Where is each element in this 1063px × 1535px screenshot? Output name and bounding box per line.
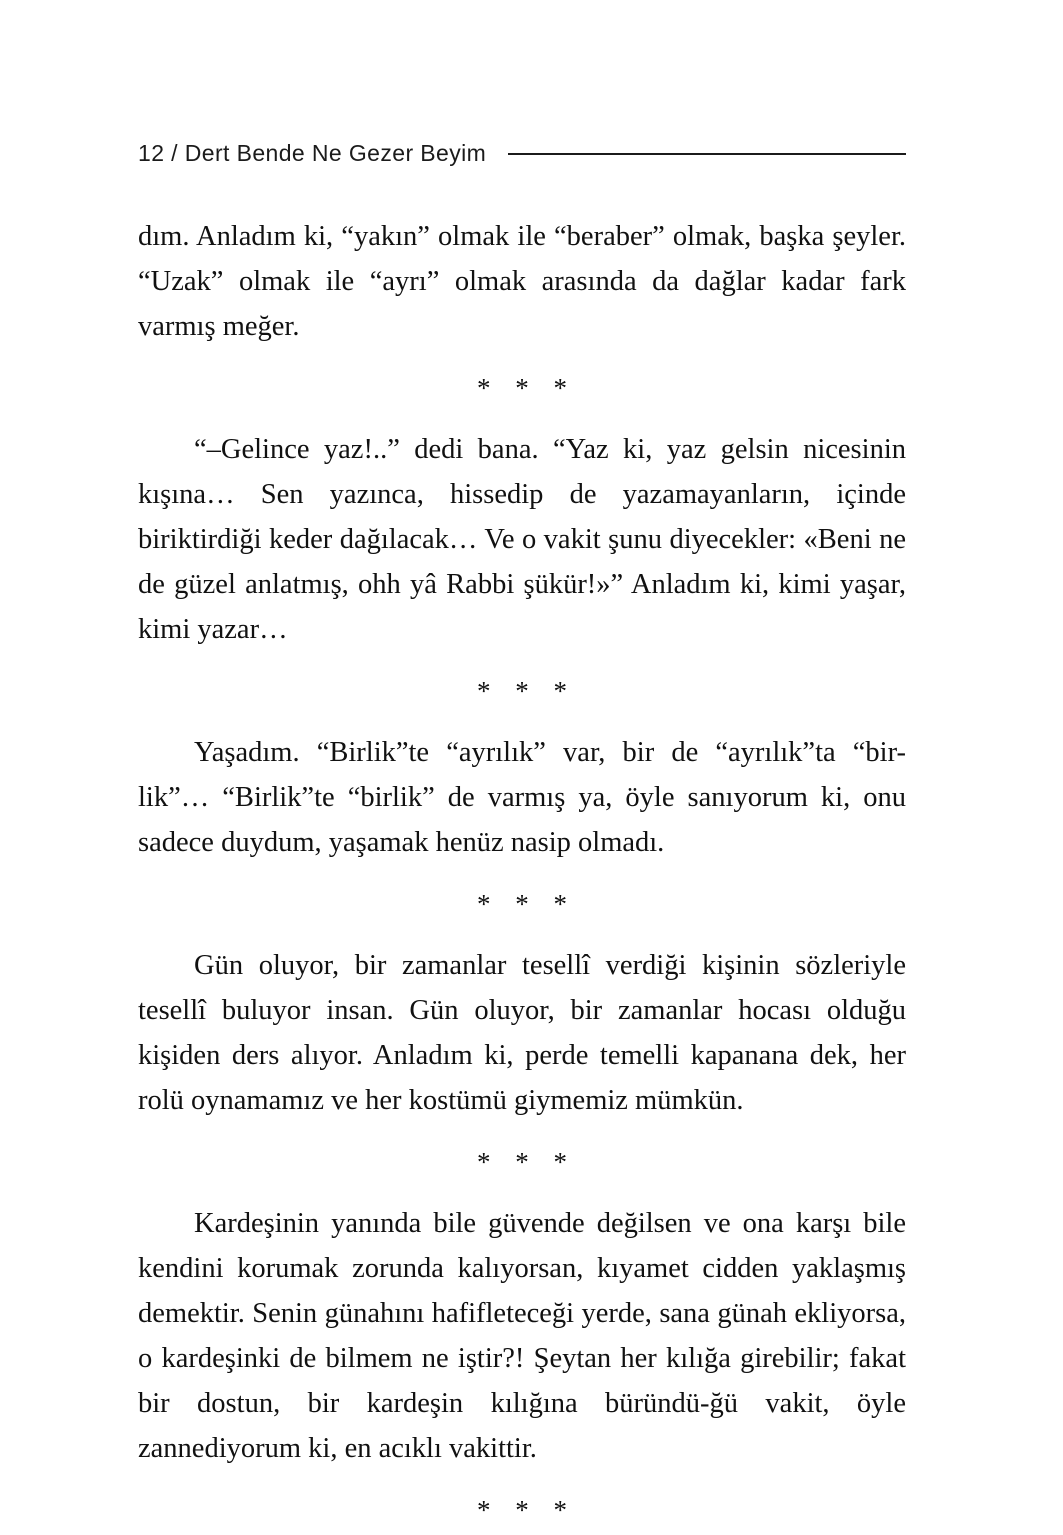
section-divider-5: * * * — [477, 1495, 576, 1525]
page-header-title: 12 / Dert Bende Ne Gezer Beyim — [138, 139, 487, 166]
section-divider-2: * * * — [477, 676, 576, 706]
section-divider-3: * * * — [477, 889, 576, 919]
paragraph-4: Gün oluyor, bir zamanlar tesellî verdiği kişinin sözleriyle tesellî buluyor insan. Gün oluyor, bir zamanlar hocası olduğu kişiden ders alıyor. Anladım ki, perde temelli kapanana dek, her rolü oynamamız ve her kostümü giymemiz mümkün. — [138, 950, 906, 1116]
section-divider-1: * * * — [477, 373, 576, 403]
paragraph-3: Yaşadım. “Birlik”te “ayrılık” var, bir de “ayrılık”ta “bir-lik”… “Birlik”te “birlik” de varmış ya, öyle sanıyorum ki, onu sadece duydum, yaşamak henüz nasip olmadı. — [138, 737, 906, 858]
paragraph-1: dım. Anladım ki, “yakın” olmak ile “beraber” olmak, başka şeyler. “Uzak” olmak ile “ayrı” olmak arasında da dağlar kadar fark varmış meğer. — [138, 221, 906, 342]
page-content — [138, 136, 906, 1535]
running-header — [138, 136, 906, 170]
header-rule — [508, 153, 906, 155]
body-text — [138, 214, 906, 1535]
paragraph-5: Kardeşinin yanında bile güvende değilsen ve ona karşı bile kendini korumak zorunda kalıyorsan, kıyamet cidden yaklaşmış demektir. Senin günahını hafifleteceği yerde, sana günah ekliyorsa, o kardeşinki de bilmem ne iştir?! Şeytan her kılığa girebilir; fakat bir dostun, bir kardeşin kılığına büründü-ğü vakit, öyle zannediyorum ki, en acıklı vakittir. — [138, 1208, 906, 1464]
section-divider-4: * * * — [477, 1147, 576, 1177]
paragraph-2: “–Gelince yaz!..” dedi bana. “Yaz ki, yaz gelsin nicesinin kışına… Sen yazınca, hissedip de yazamayanların, içinde biriktirdiği keder dağılacak… Ve o vakit şunu diyecekler: «Beni ne de güzel anlatmış, ohh yâ Rabbi şükür!»” Anladım ki, kimi yaşar, kimi yazar… — [138, 434, 906, 645]
